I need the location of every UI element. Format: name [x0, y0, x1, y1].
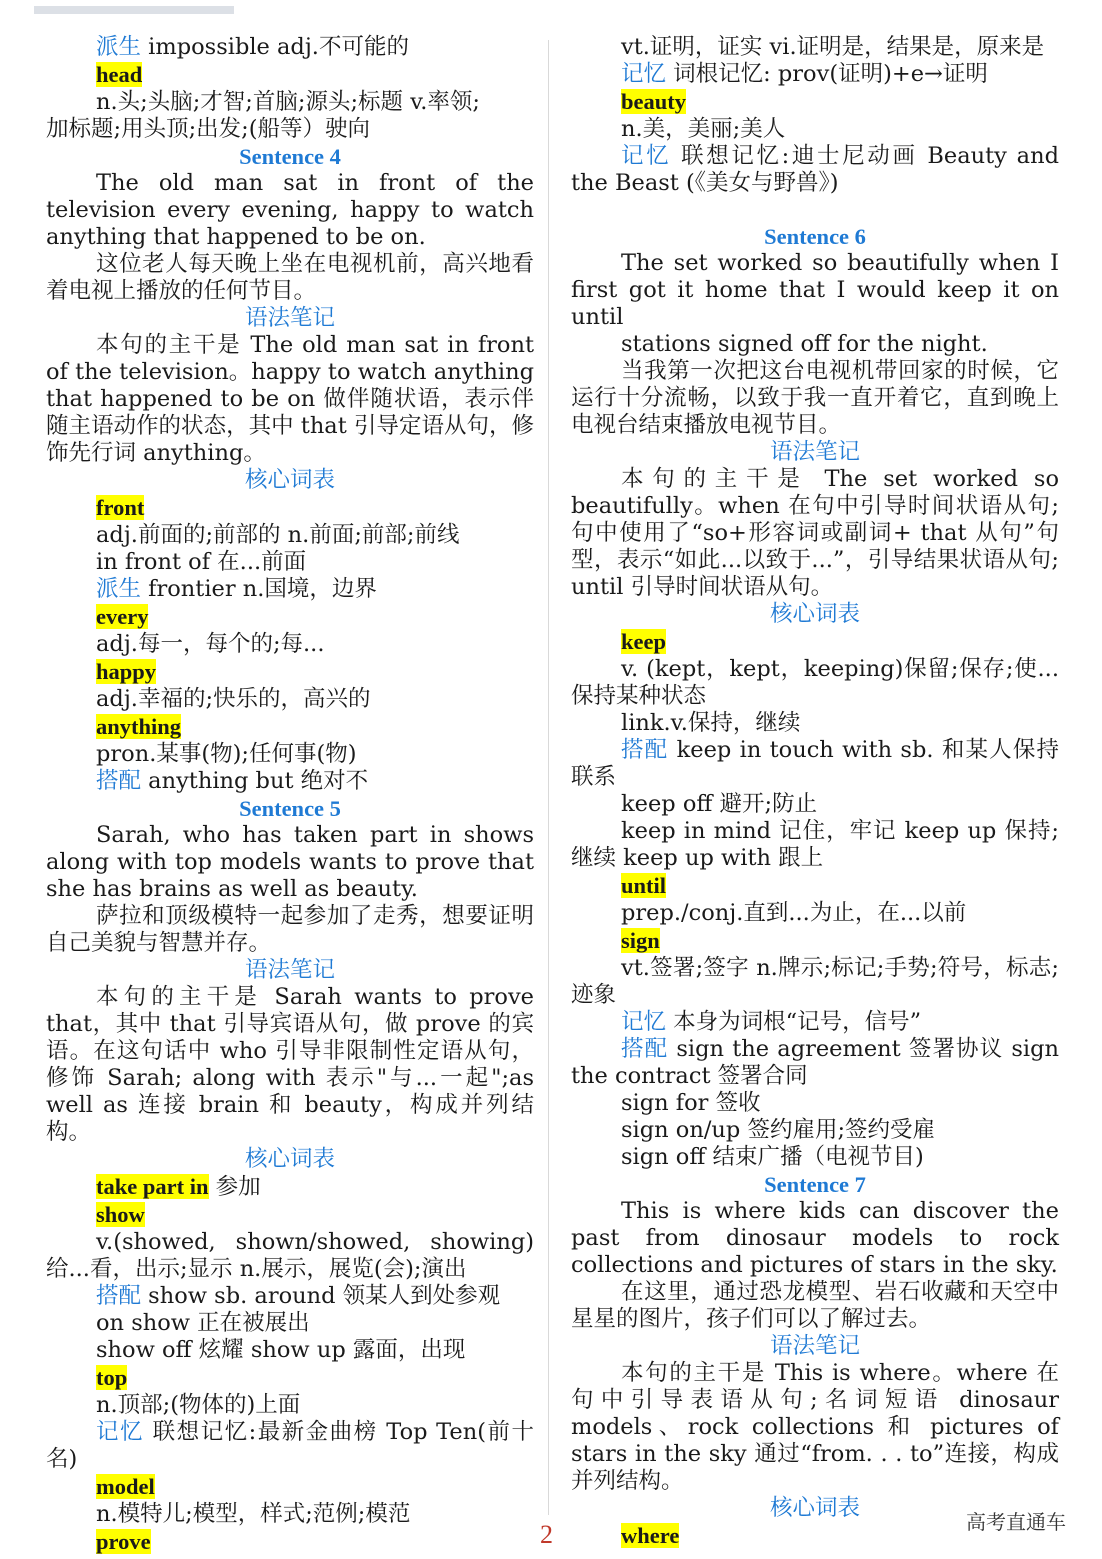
definition: pron.某事(物);任何事(物) — [96, 741, 357, 767]
derivation-text: impossible adj.不可能的 — [141, 34, 409, 60]
phrase: show off 炫耀 show up 露面，出现 — [96, 1337, 466, 1363]
example-sentence: The set worked so beautifully when I first got it home that I would keep it on until — [571, 250, 1059, 330]
sentence-translation: 当我第一次把这台电视机带回家的时候，它运行十分流畅，以致于我一直开着它，直到晚上电视台结束播放电视节目。 — [571, 358, 1059, 438]
top-header-mark — [34, 6, 234, 14]
definition: vt.签署;签字 n.牌示;标记;手势;符号，标志;迹象 — [571, 955, 1059, 1008]
grammar-notes-heading: 语法笔记 — [769, 1333, 860, 1359]
grammar-notes-text: 本句的主干是 The old man sat in front of the television。happy to watch anything that happened to be on 做伴随状语，表示伴随主语动作的状态，其中 that 引导定语从句，修饰先行词 anything。 — [46, 332, 534, 466]
definition: n.顶部;(物体的)上面 — [96, 1392, 301, 1418]
grammar-notes-heading: 语法笔记 — [244, 305, 335, 331]
headword-text: head — [96, 62, 143, 87]
example-sentence: The old man sat in front of the television every evening, happy to watch anything that happened to be on. — [46, 170, 534, 250]
definition: prep./conj.直到...为止，在...以前 — [621, 900, 967, 926]
headword — [96, 603, 534, 631]
collocation-label: 搭配 — [621, 737, 669, 763]
sentence-heading: Sentence 4 — [239, 144, 341, 169]
phrase: keep in mind 记住，牢记 keep up 保持;继续 keep up with 跟上 — [571, 818, 1059, 871]
phrase: sign for 签收 — [621, 1090, 761, 1116]
collocation-label: 搭配 — [96, 768, 142, 794]
collocation-line — [571, 737, 1059, 791]
derivation-text: frontier n.国境，边界 — [141, 576, 377, 602]
sentence-translation: 在这里，通过恐龙模型、岩石收藏和天空中星星的图片，孩子们可以了解过去。 — [571, 1279, 1059, 1332]
headword-text: take part in — [96, 1174, 209, 1199]
headword — [96, 61, 534, 89]
core-vocab-heading: 核心词表 — [244, 467, 335, 493]
definition: adj.前面的;前部的 n.前面;前部;前线 — [96, 522, 460, 548]
collocation-line — [96, 768, 534, 795]
phrase: sign off 结束广播（电视节目) — [621, 1144, 924, 1170]
watermark-text: 高考直通车 — [966, 1510, 1066, 1534]
memory-line — [621, 61, 1059, 88]
headword — [96, 658, 534, 686]
core-vocab-heading: 核心词表 — [769, 1495, 860, 1521]
headword-text: until — [621, 873, 667, 898]
definition: adj.幸福的;快乐的，高兴的 — [96, 686, 371, 712]
definition: adj.每一，每个的;每... — [96, 631, 325, 657]
derivation-label: 派生 — [96, 34, 142, 60]
definition: v. (kept，kept，keeping)保留;保存;使...保持某种状态 — [571, 656, 1059, 709]
memory-label: 记忆 — [621, 61, 667, 87]
headword — [96, 1364, 534, 1392]
memory-label: 记忆 — [96, 1419, 144, 1445]
sentence-heading: Sentence 5 — [239, 796, 341, 821]
memory-line — [571, 143, 1059, 197]
example-sentence: Sarah, who has taken part in shows along with top models wants to prove that she has brains as well as beauty. — [46, 822, 534, 902]
headword-text: every — [96, 604, 149, 629]
spacer — [571, 197, 1059, 223]
headword-line — [96, 1173, 534, 1201]
headword — [621, 88, 1059, 116]
headword — [96, 494, 534, 522]
memory-text: 词根记忆: prov(证明)+e→证明 — [666, 61, 988, 87]
collocation-label: 搭配 — [96, 1283, 142, 1309]
memory-label: 记忆 — [621, 1009, 667, 1035]
column-divider — [548, 40, 549, 1515]
headword-text: show — [96, 1202, 145, 1227]
phrase: keep off 避开;防止 — [621, 791, 818, 817]
headword — [621, 927, 1059, 955]
page-number: 2 — [540, 1520, 553, 1549]
definition: v.(showed, shown/showed, showing) 给...看，出示;显示 n.展示，展览(会);演出 — [46, 1229, 534, 1282]
phrase: sign on/up 签约雇用;签约受雇 — [621, 1117, 936, 1143]
derivation-label: 派生 — [96, 576, 142, 602]
headword-text: front — [96, 495, 145, 520]
headword — [621, 628, 1059, 656]
memory-line — [621, 1009, 1059, 1036]
definition-continued: 加标题;用头顶;出发;(船等）驶向 — [46, 116, 371, 142]
memory-text: 联想记忆:最新金曲榜 Top Ten(前十名) — [46, 1419, 534, 1472]
sentence-translation: 这位老人每天晚上坐在电视机前，高兴地看着电视上播放的任何节目。 — [46, 251, 534, 304]
core-vocab-heading: 核心词表 — [769, 601, 860, 627]
grammar-notes-text: 本句的主干是 The set worked so beautifully。when 在句中引导时间状语从句;句中使用了“so+形容词或副词+ that 从句”句型，表示“如此...以致于...”，引导结果状语从句; until 引导时间状语从句。 — [571, 466, 1059, 600]
definition: vt.证明，证实 vi.证明是，结果是，原来是 — [621, 34, 1045, 60]
phrase: in front of 在...前面 — [96, 549, 307, 575]
headword — [96, 1528, 534, 1556]
grammar-notes-heading: 语法笔记 — [244, 957, 335, 983]
headword-text: prove — [96, 1529, 151, 1554]
example-sentence-continued: stations signed off for the night. — [621, 331, 988, 357]
grammar-notes-heading: 语法笔记 — [769, 439, 860, 465]
memory-line — [46, 1419, 534, 1473]
headword-text: model — [96, 1474, 155, 1499]
collocation-text: show sb. around 领某人到处参观 — [141, 1283, 501, 1309]
headword-text: happy — [96, 659, 157, 684]
sentence-translation: 萨拉和顶级模特一起参加了走秀，想要证明自己美貌与智慧并存。 — [46, 903, 534, 956]
core-vocab-heading: 核心词表 — [244, 1146, 335, 1172]
memory-text: 本身为词根“记号，信号” — [666, 1009, 922, 1035]
headword-text: sign — [621, 928, 660, 953]
collocation-label: 搭配 — [621, 1036, 669, 1062]
headword — [621, 872, 1059, 900]
derivation-line — [96, 34, 534, 61]
headword — [96, 713, 534, 741]
derivation-line — [96, 576, 534, 603]
collocation-line — [96, 1283, 534, 1310]
headword-text: keep — [621, 629, 666, 654]
sentence-heading: Sentence 6 — [764, 224, 866, 249]
headword — [96, 1473, 534, 1501]
definition: n.头;头脑;才智;首脑;源头;标题 v.率领; — [96, 89, 480, 115]
memory-text: 联想记忆:迪士尼动画 Beauty and the Beast (《美女与野兽》) — [571, 143, 1059, 196]
definition: n.美，美丽;美人 — [621, 116, 786, 142]
collocation-text: anything but 绝对不 — [141, 768, 369, 794]
right-column — [571, 34, 1059, 1550]
definition: link.v.保持，继续 — [621, 710, 801, 736]
example-sentence: This is where kids can discover the past from dinosaur models to rock collections and pictures of stars in the sky. — [571, 1198, 1059, 1278]
headword-text: beauty — [621, 89, 687, 114]
collocation-text: sign the agreement 签署协议 sign the contract 签署合同 — [571, 1036, 1059, 1089]
headword — [96, 1201, 534, 1229]
grammar-notes-text: 本句的主干是 This is where。where 在句中引导表语从句;名词短语 dinosaur models、rock collections 和 pictures of stars in the sky 通过“from. . . to”连接，构成并列结构。 — [571, 1360, 1059, 1494]
headword-text: top — [96, 1365, 128, 1390]
collocation-text: keep in touch with sb. 和某人保持联系 — [571, 737, 1059, 790]
headword-gloss: 参加 — [208, 1174, 261, 1200]
definition: n.模特儿;模型，样式;范例;模范 — [96, 1501, 411, 1527]
left-column — [46, 34, 534, 1556]
sentence-heading: Sentence 7 — [764, 1172, 866, 1197]
grammar-notes-text: 本句的主干是 Sarah wants to prove that，其中 that 引导宾语从句，做 prove 的宾语。在这句话中 who 引导非限制性定语从句，修饰 Sarah; along with 表示"与...一起";as well as 连接 brain 和 beauty，构成并列结构。 — [46, 984, 534, 1145]
phrase: on show 正在被展出 — [96, 1310, 310, 1336]
memory-label: 记忆 — [621, 143, 672, 169]
headword-text: where — [621, 1523, 680, 1548]
headword-text: anything — [96, 714, 182, 739]
collocation-line — [571, 1036, 1059, 1090]
